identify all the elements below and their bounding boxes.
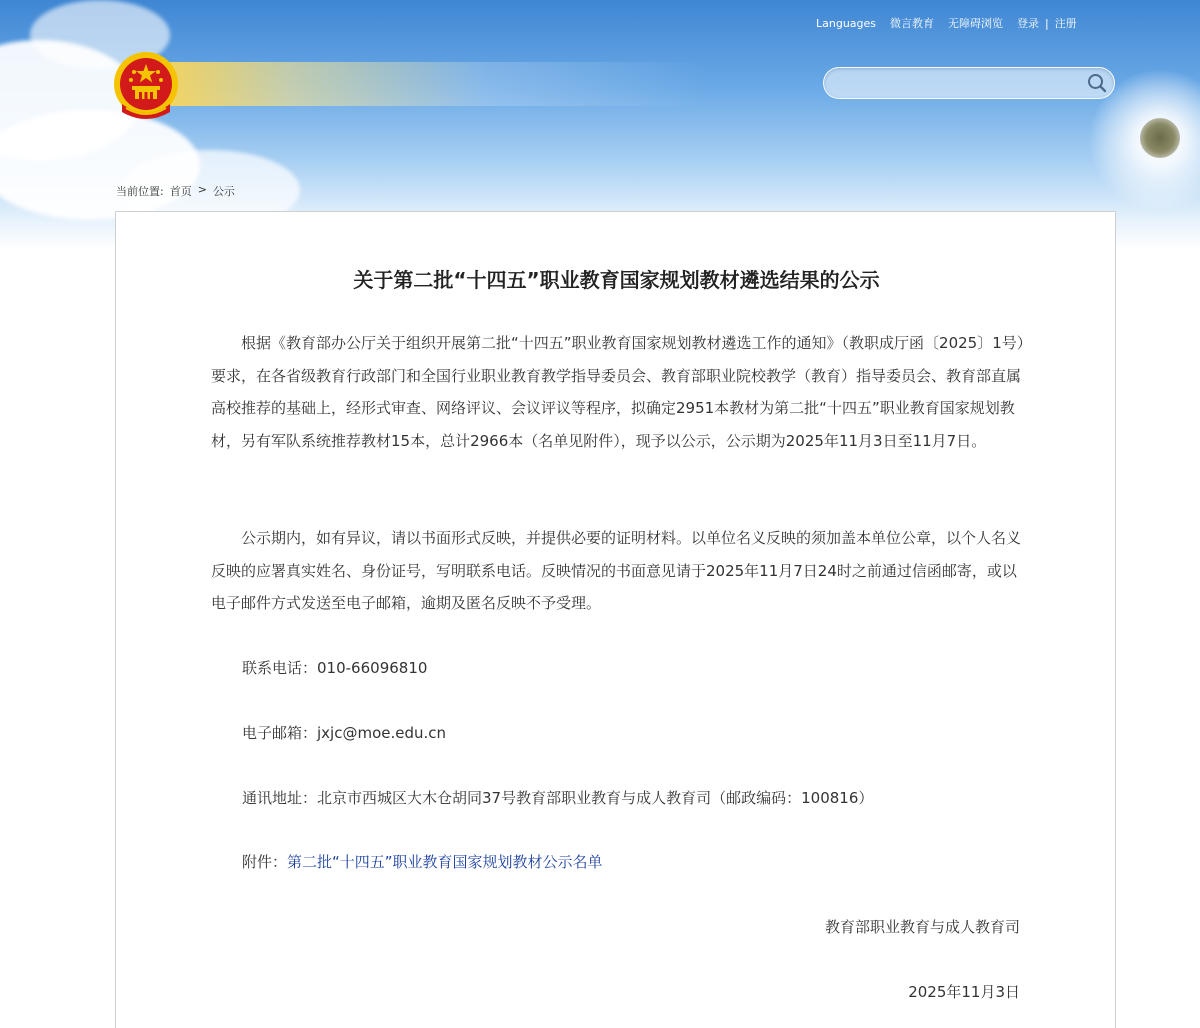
article-paragraph-2: 公示期内，如有异议，请以书面形式反映，并提供必要的证明材料。以单位名义反映的须加盖本单位公章，以个人名义反映的应署真实姓名、身份证号，写明联系电话。反映情况的书面意见请于2025年11月7日24时之前通过信函邮寄，或以电子邮件方式发送至电子邮箱，逾期及匿名反映不予受理。: [211, 529, 1022, 612]
contact-phone: [242, 657, 427, 678]
breadcrumb-home[interactable]: 首页: [169, 185, 192, 198]
article-card: [115, 211, 1116, 1028]
contact-email: [242, 722, 446, 743]
breadcrumb: [116, 183, 235, 199]
top-links: [816, 14, 1091, 32]
weibo-link[interactable]: 微言教育: [890, 17, 935, 30]
breadcrumb-prefix: 当前位置:: [116, 185, 164, 198]
attachment-link[interactable]: 第二批“十四五”职业教育国家规划教材公示名单: [287, 853, 603, 871]
accessibility-link[interactable]: 无障碍浏览: [948, 17, 1004, 30]
article-title: 关于第二批“十四五”职业教育国家规划教材遴选结果的公示: [353, 268, 880, 292]
search-icon[interactable]: [1086, 72, 1108, 94]
contact-address: [242, 787, 873, 808]
email-value: jxjc@moe.edu.cn: [317, 724, 447, 742]
email-label: 电子邮箱：: [242, 724, 318, 742]
dandelion-core: [1140, 118, 1180, 158]
breadcrumb-separator: >: [197, 183, 207, 196]
attachment: [242, 851, 603, 872]
article-paragraph-1: 根据《教育部办公厅关于组织开展第二批“十四五”职业教育国家规划教材遴选工作的通知》（教职成厅函〔2025〕1号）要求，在各省级教育行政部门和全国行业职业教育教学指导委员会、教育部职业院校教学（教育）指导委员会、教育部直属高校推荐的基础上，经形式审查、网络评议、会议评议等程序，拟确定2951本教材为第二批“十四五”职业教育国家规划教材，另有军队系统推荐教材15本，总计2966本（名单见附件），现予以公示，公示期为2025年11月3日至11月7日。: [211, 334, 1025, 450]
languages-link[interactable]: Languages: [816, 16, 877, 30]
breadcrumb-current[interactable]: 公示: [212, 185, 235, 198]
register-link[interactable]: 注册: [1054, 17, 1077, 30]
signature-date: 2025年11月3日: [908, 983, 1020, 1001]
search-input[interactable]: [836, 72, 1086, 94]
national-emblem-icon[interactable]: [112, 50, 180, 124]
link-divider: |: [1045, 16, 1049, 30]
emblem-glow: [150, 62, 710, 106]
signature-org: 教育部职业教育与成人教育司: [824, 918, 1020, 936]
address-value: 北京市西城区大木仓胡同37号教育部职业教育与成人教育司（邮政编码：100816）: [317, 789, 874, 807]
address-label: 通讯地址：: [242, 789, 318, 807]
phone-label: 联系电话：: [242, 659, 318, 677]
phone-value: 010-66096810: [317, 659, 428, 677]
attachment-label: 附件：: [242, 853, 288, 871]
search-box: [823, 67, 1115, 99]
login-link[interactable]: 登录: [1017, 17, 1040, 30]
